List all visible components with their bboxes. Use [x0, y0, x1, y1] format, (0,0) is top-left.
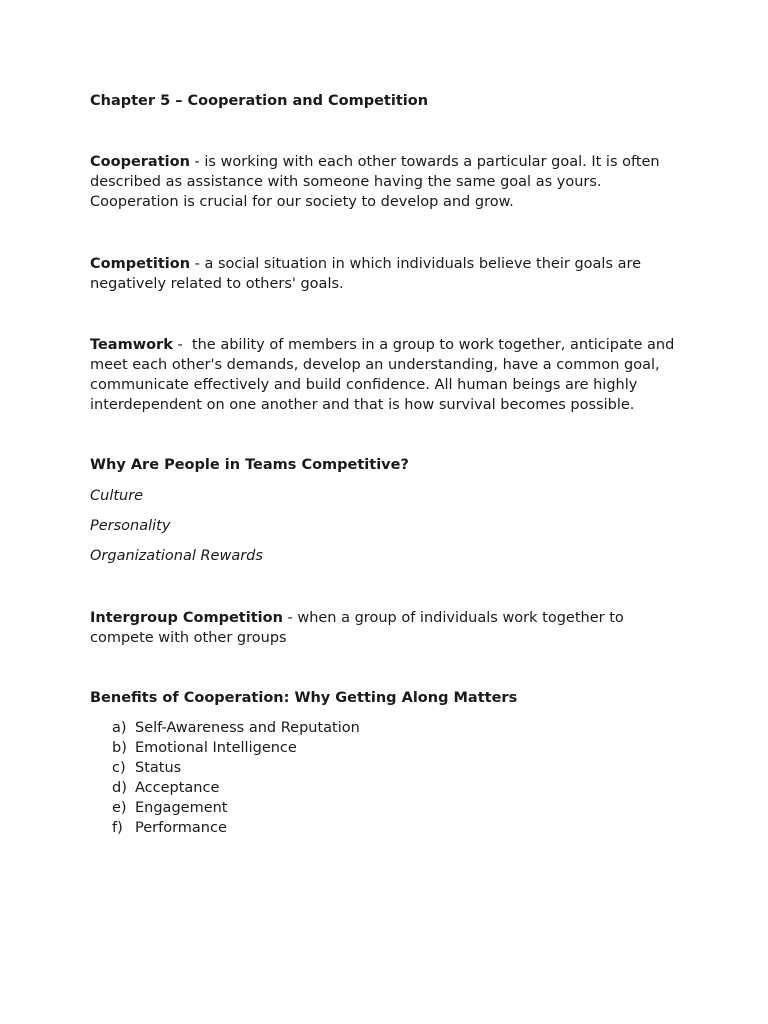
list-marker: e)	[112, 800, 127, 816]
definition-competition	[90, 254, 680, 294]
list-item	[112, 798, 680, 818]
list-item	[112, 738, 680, 758]
heading-benefits: Benefits of Cooperation: Why Getting Along Matters	[90, 690, 518, 706]
list-item	[112, 778, 680, 798]
definition-cooperation	[90, 152, 680, 212]
factor-culture: Culture	[90, 488, 144, 504]
document-page	[90, 90, 680, 838]
list-item	[112, 758, 680, 778]
chapter-title: Chapter 5 – Cooperation and Competition	[90, 93, 429, 109]
list-marker: b)	[112, 740, 127, 756]
list-item-label: Performance	[135, 820, 227, 836]
list-marker: d)	[112, 780, 127, 796]
benefits-list	[90, 718, 680, 838]
term-intergroup-competition: Intergroup Competition	[90, 610, 283, 626]
list-item	[112, 818, 680, 838]
list-item-label: Status	[135, 760, 182, 776]
definition-text-cooperation: - is working with each other towards a particular goal. It is often described as assistance with someone having the same goal as yours. Cooperation is crucial for our society to develop and grow.	[90, 154, 660, 210]
definition-text-teamwork: - the ability of members in a group to work together, anticipate and meet each other's demands, develop an understanding, have a common goal, communicate effectively and build confidence. All human beings are highly interdependent on one another and that is how survival becomes possible.	[90, 337, 679, 413]
factor-personality: Personality	[90, 518, 171, 534]
term-cooperation: Cooperation	[90, 154, 190, 170]
definition-text-intergroup-competition: - when a group of individuals work together to compete with other groups	[90, 610, 624, 646]
list-marker: a)	[112, 720, 127, 736]
list-item-label: Emotional Intelligence	[135, 740, 297, 756]
definition-text-competition: - a social situation in which individuals believe their goals are negatively related to others' goals.	[90, 256, 642, 292]
list-marker: f)	[112, 820, 123, 836]
heading-why-competitive: Why Are People in Teams Competitive?	[90, 457, 409, 473]
list-item-label: Acceptance	[135, 780, 220, 796]
definition-teamwork	[90, 335, 680, 415]
list-item-label: Self-Awareness and Reputation	[135, 720, 360, 736]
list-item-label: Engagement	[135, 800, 228, 816]
list-item	[112, 718, 680, 738]
list-marker: c)	[112, 760, 126, 776]
factor-organizational-rewards: Organizational Rewards	[90, 548, 263, 564]
definition-intergroup-competition	[90, 608, 680, 648]
term-teamwork: Teamwork	[90, 337, 173, 353]
term-competition: Competition	[90, 256, 191, 272]
